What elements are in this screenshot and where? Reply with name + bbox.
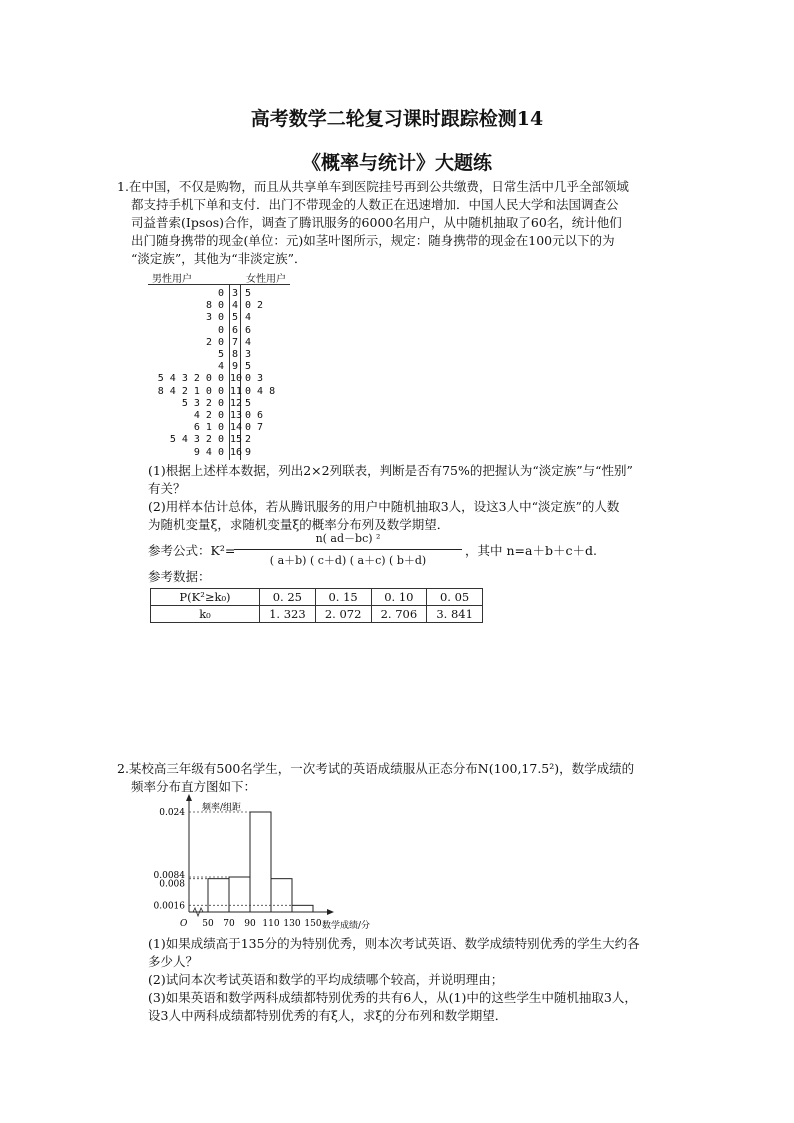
q2-sub1-line-2: 多少人？ (148, 954, 199, 969)
formula-label: 参考公式：K²= (148, 543, 236, 558)
y-axis-label: 频率/组距 (202, 803, 242, 813)
male-leaves: 0 (217, 324, 224, 336)
female-leaves: 5 (245, 361, 252, 373)
male-leaves: 4 (217, 361, 224, 373)
male-leaves: 5 4 3 2 0 0 (157, 373, 224, 385)
male-leaves: 8 4 2 1 0 0 (157, 385, 224, 397)
q1-sub1-line-1: (1)根据上述样本数据，列出2×2列联表，判断是否有75%的把握认为“淡定族”与“性别” (148, 463, 633, 478)
male-leaves: 5 4 3 2 0 (169, 434, 224, 446)
stem-value: 8 (231, 349, 239, 360)
q1-sub1-line-2: 有关？ (148, 481, 186, 496)
stem-leaf-row (148, 312, 290, 324)
q1-line-2: 都支持手机下单和支付．出门不带现金的人数正在迅速增加．中国人民大学和法国调查公 (131, 197, 619, 212)
stem-leaf-row (148, 422, 290, 434)
histogram-bar (271, 879, 292, 912)
female-leaves: 9 (245, 446, 252, 458)
male-leaves: 3 0 (205, 312, 224, 324)
x-axis-arrow (327, 909, 334, 915)
female-leaves: 6 (245, 324, 252, 336)
stem-value: 3 (231, 288, 239, 299)
stem-value: 6 (231, 324, 239, 336)
female-leaves: 0 6 (245, 410, 264, 421)
histogram-bar (292, 905, 313, 912)
y-axis-arrow (186, 794, 192, 801)
stem-leaf-plot (148, 270, 290, 460)
stem-leaf-row (148, 361, 290, 373)
x-tick-label: 150 (304, 919, 322, 929)
q1-line-3: 司益普索(Ipsos)合作，调查了腾讯服务的6000名用户，从中随机抽取了60名，统计他们 (131, 215, 622, 230)
q1-line-4: 出门随身携带的现金(单位：元)如茎叶图所示，规定：随身携带的现金在100元以下的为 (131, 233, 615, 248)
stem-value: 15 (230, 434, 243, 446)
x-tick-label: 70 (223, 919, 235, 929)
table-cell: P(K²≥k₀) (151, 589, 260, 606)
female-leaves: 0 4 8 (245, 385, 276, 397)
q2-sub2: (2)试问本次考试英语和数学的平均成绩哪个较高，并说明理由； (148, 972, 504, 987)
formula-tail: ，其中 n=a＋b＋c＋d. (465, 543, 597, 558)
stem-leaf-row (148, 349, 290, 361)
table-cell: 2. 072 (315, 606, 371, 623)
reference-table (150, 588, 483, 623)
q1-line-1: 1.在中国，不仅是购物，而且从共享单车到医院挂号再到公共缴费，日常生活中几乎全部领域 (117, 179, 629, 194)
table-cell: 1. 323 (260, 606, 316, 623)
y-tick-label: 0.0016 (153, 901, 185, 912)
q2-sub3-line-2: 设3人中两科成绩都特别优秀的有ξ人，求ξ的分布列和数学期望． (148, 1008, 508, 1023)
table-cell: 0. 10 (371, 589, 427, 606)
male-leaves: 2 0 (205, 336, 224, 348)
male-leaves: 5 (217, 349, 224, 360)
table-row (151, 589, 483, 606)
stem-leaf-row (148, 447, 290, 459)
stem-leaf-row (148, 325, 290, 337)
y-tick-label: 0.008 (159, 879, 185, 890)
female-leaves: 0 3 (245, 373, 264, 385)
male-leaves: 6 1 0 (193, 422, 224, 434)
male-header: 男性用户 (152, 274, 192, 285)
male-leaves: 9 4 0 (193, 446, 224, 458)
stem-value: 13 (230, 410, 243, 421)
q1-sub2-line-1: (2)用样本估计总体，若从腾讯服务的用户中随机抽取3人，设这3人中“淡定族”的人数 (148, 499, 620, 514)
histogram-bar (229, 877, 250, 912)
q2-sub3-line-1: (3)如果英语和数学两科成绩都特别优秀的共有6人，从(1)中的这些学生中随机抽取3人， (148, 990, 637, 1005)
histogram-bars (208, 812, 313, 912)
male-leaves: 5 3 2 0 (181, 397, 224, 409)
page-subtitle: 《概率与统计》大题练 (301, 152, 492, 174)
stem-leaf-row (148, 434, 290, 446)
female-leaves: 3 (245, 349, 252, 360)
stem-value: 7 (231, 336, 239, 348)
stem-value: 16 (230, 446, 243, 458)
math-score-histogram (140, 794, 400, 934)
y-tick-label: 0.024 (159, 808, 185, 818)
stem-value: 5 (231, 312, 239, 324)
stem-value: 12 (230, 397, 243, 409)
q2-line-1: 2.某校高三年级有500名学生，一次考试的英语成绩服从正态分布N(100,17.5²)，数学成绩的 (117, 761, 635, 776)
table-row (151, 606, 483, 623)
formula-denominator: ( a＋b) ( c＋d) ( a＋c) ( b＋d) (269, 554, 427, 567)
page-title: 高考数学二轮复习课时跟踪检测14 (250, 108, 544, 130)
table-cell: 0. 15 (315, 589, 371, 606)
x-tick-label: 50 (202, 919, 214, 929)
header-rule (148, 284, 290, 285)
stem-leaf-row (148, 300, 290, 312)
y-tick-label: 0.0084 (153, 871, 185, 881)
q1-sub2-line-2: 为随机变量ξ，求随机变量ξ的概率分布列及数学期望． (148, 517, 450, 532)
female-leaves: 0 7 (245, 422, 264, 434)
female-leaves: 0 2 (245, 300, 264, 312)
female-leaves: 5 (245, 288, 252, 299)
table-cell: 0. 25 (260, 589, 316, 606)
stem-leaf-row (148, 337, 290, 349)
stem-leaf-row (148, 398, 290, 410)
x-tick-label: 110 (262, 919, 280, 929)
female-leaves: 4 (245, 336, 252, 348)
stem-value: 11 (230, 385, 243, 397)
stem-value: 10 (230, 373, 243, 385)
male-leaves: 4 2 0 (193, 410, 224, 421)
histogram-bar (250, 812, 271, 912)
formula-fraction-bar (234, 549, 462, 550)
table-cell: 3. 841 (427, 606, 483, 623)
histogram-bar (208, 879, 229, 912)
female-header: 女性用户 (246, 274, 286, 285)
table-cell: 0. 05 (427, 589, 483, 606)
female-leaves: 4 (245, 312, 252, 324)
origin-label: O (180, 919, 188, 929)
stem-value: 14 (230, 422, 243, 434)
refdata-label: 参考数据： (148, 569, 211, 584)
stem-leaf-row (148, 288, 290, 300)
female-leaves: 5 (245, 397, 252, 409)
q1-line-5: “淡定族”，其他为“非淡定族”． (131, 251, 307, 266)
stem-value: 4 (231, 300, 239, 312)
table-cell: k₀ (151, 606, 260, 623)
q2-sub1-line-1: (1)如果成绩高于135分的为特别优秀，则本次考试英语、数学成绩特别优秀的学生大约各 (148, 936, 640, 951)
stem-leaf-row (148, 373, 290, 385)
q2-line-2: 频率分布直方图如下： (131, 779, 257, 794)
table-cell: 2. 706 (371, 606, 427, 623)
female-leaves: 2 (245, 434, 252, 446)
male-leaves: 0 (217, 288, 224, 299)
x-axis-label: 数学成绩/分 (322, 921, 371, 931)
x-tick-label: 90 (244, 919, 256, 929)
stem-leaf-row (148, 410, 290, 422)
male-leaves: 8 0 (205, 300, 224, 312)
stem-value: 9 (231, 361, 239, 373)
formula-numerator: n( ad－bc) ² (315, 532, 381, 545)
x-tick-label: 130 (283, 919, 301, 929)
stem-leaf-row (148, 386, 290, 398)
